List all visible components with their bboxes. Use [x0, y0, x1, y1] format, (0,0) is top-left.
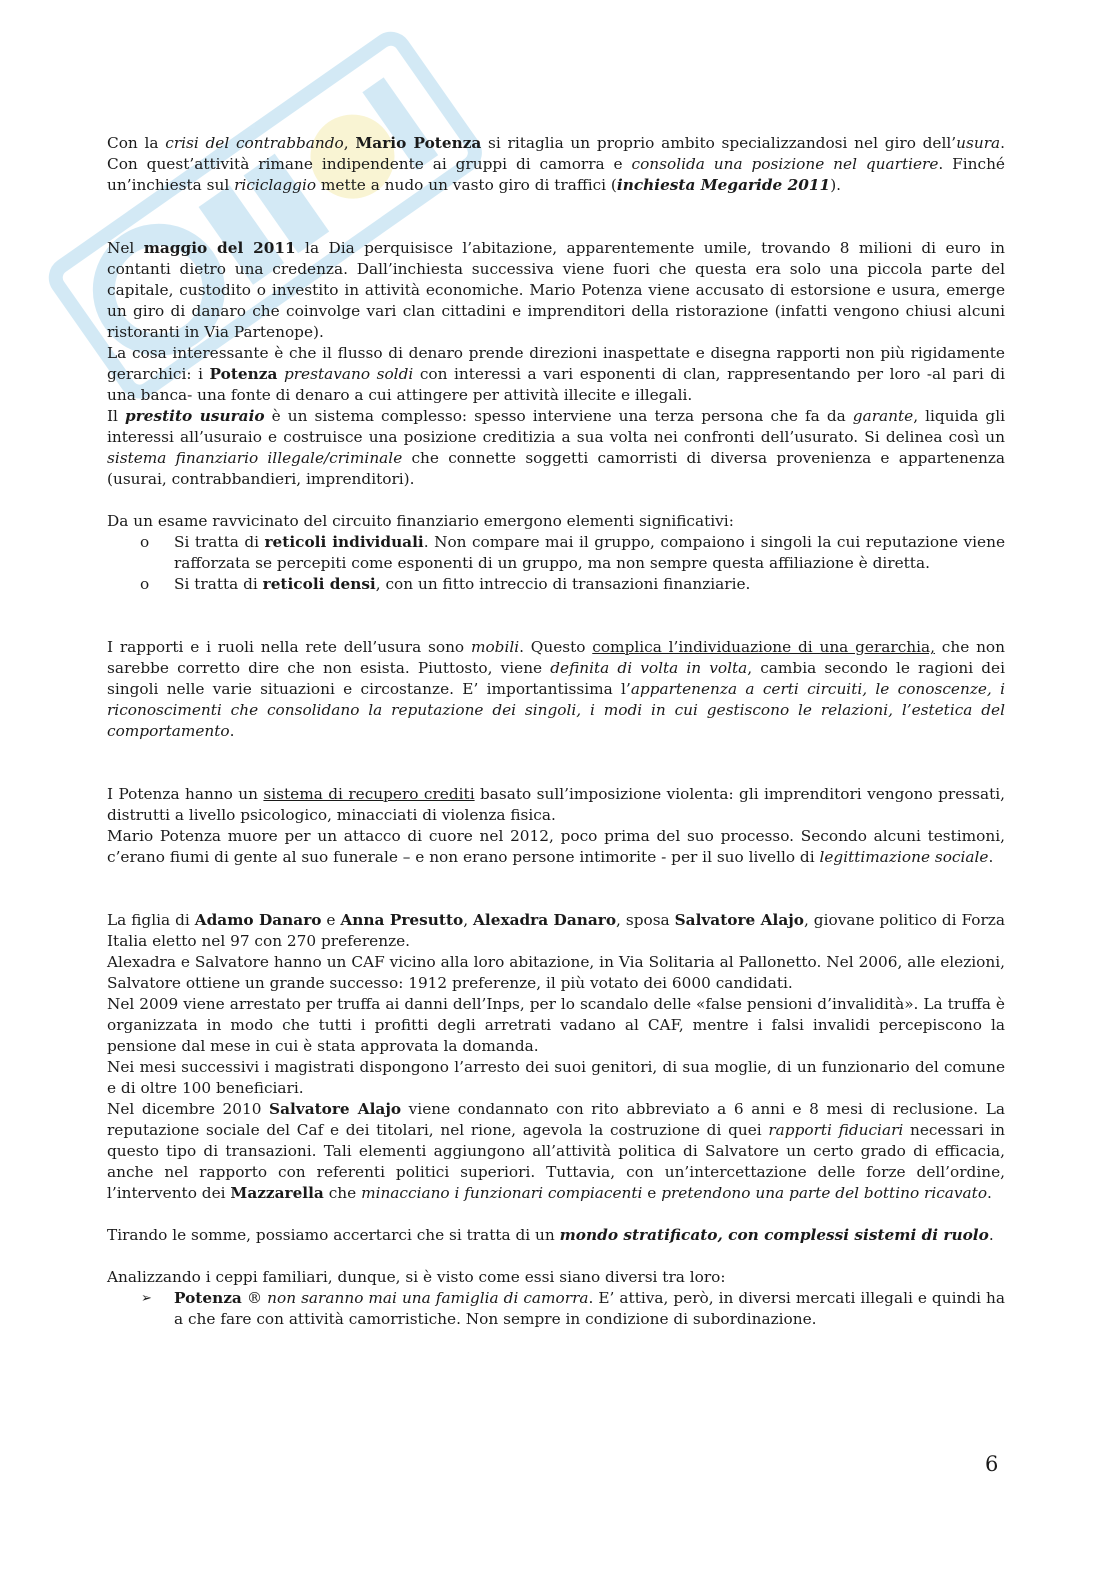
- paragraph-15: Analizzando i ceppi familiari, dunque, si è visto come essi siano diversi tra loro:: [107, 1268, 726, 1286]
- list-item: o Si tratta di reticoli densi, con un fitto intreccio di transazioni finanziarie.: [140, 575, 751, 593]
- paragraph-2: Nel maggio del 2011 la Dia perquisisce l’abitazione, apparentemente umile, trovando 8 milioni di euro in contanti dietro una credenza. Dall’inchiesta successiva viene fuori che questa era solo una piccola parte del capitale, custodito o investito in attività economiche. Mario Potenza viene accusato di estorsione e usura, emerge un giro di danaro che coinvolge vari clan cittadini e imprenditori della ristorazione (infatti vengono chiusi alcuni ristoranti in Via Partenope).: [107, 239, 1005, 341]
- paragraph-11: Nel 2009 viene arrestato per truffa ai danni dell’Inps, per lo scandalo delle «false pensioni d’invalidità». La truffa è organizzata in modo che tutti i profitti degli arretrati vadano al CAF, mentre i falsi invalidi percepiscono la pensione dal mese in cui è stata approvata la domanda.: [107, 995, 1005, 1055]
- paragraph-1: Con la crisi del contrabbando, Mario Potenza si ritaglia un proprio ambito specializzandosi nel giro dell’usura. Con quest’attività rimane indipendente ai gruppi di camorra e consolida una posizione nel quartiere. Finché un’inchiesta sul riciclaggio mette a nudo un vasto giro di traffici (inchiesta Megaride 2011).: [107, 134, 1006, 194]
- bullet-list-reticoli: [107, 532, 1005, 595]
- list-item: ➢ Potenza ® non saranno mai una famiglia di camorra. E’ attiva, però, in diversi mercati illegali e quindi ha a che fare con attività camorristiche. Non sempre in condizione di subordinazione.: [141, 1289, 1005, 1328]
- paragraph-6: I rapporti e i ruoli nella rete dell’usura sono mobili. Questo complica l’individuazione di una gerarchia, che non sarebbe corretto dire che non esista. Piuttosto, viene definita di volta in volta, cambia secondo le ragioni dei singoli nelle varie situazioni e circostanze. E’ importantissima l’appartenenza a certi circuiti, le conoscenze, i riconoscimenti che consolidano la reputazione dei singoli, i modi in cui gestiscono le relazioni, l’estetica del comportamento.: [107, 638, 1005, 740]
- circle-bullet-icon: o: [140, 575, 150, 593]
- list-item: o Si tratta di reticoli individuali. Non compare mai il gruppo, compaiono i singoli la cui reputazione viene rafforzata se percepiti come esponenti di un gruppo, ma non sempre questa affiliazione è diretta.: [140, 533, 1006, 572]
- paragraph-12: Nei mesi successivi i magistrati dispongono l’arresto dei suoi genitori, di sua moglie, di un funzionario del comune e di oltre 100 beneficiari.: [107, 1058, 1005, 1097]
- paragraph-10: Alexadra e Salvatore hanno un CAF vicino alla loro abitazione, in Via Solitaria al Pallonetto. Nel 2006, alle elezioni, Salvatore ottiene un grande successo: 1912 preferenze, il più votato dei 6000 candidati.: [107, 953, 1005, 992]
- circle-bullet-icon: o: [140, 533, 150, 551]
- bullet-list-famiglie: [107, 1288, 1005, 1330]
- paragraph-14: Tirando le somme, possiamo accertarci che si tratta di un mondo stratificato, con complessi sistemi di ruolo.: [107, 1226, 994, 1244]
- page-number: 6: [985, 1452, 999, 1476]
- paragraph-3: La cosa interessante è che il flusso di denaro prende direzioni inaspettate e disegna rapporti non più rigidamente gerarchici: i Potenza prestavano soldi con interessi a vari esponenti di clan, rappresentando per loro -al pari di una banca- una fonte di denaro a cui attingere per attività illecite e illegali.: [107, 344, 1005, 404]
- paragraph-9: La figlia di Adamo Danaro e Anna Presutto, Alexadra Danaro, sposa Salvatore Alajo, giovane politico di Forza Italia eletto nel 97 con 270 preferenze.: [107, 911, 1005, 950]
- arrow-bullet-icon: ➢: [141, 1291, 152, 1306]
- paragraph-4: Il prestito usuraio è un sistema complesso: spesso interviene una terza persona che fa da garante, liquida gli interessi all’usuraio e costruisce una posizione creditizia a sua volta nei confronti dell’usurato. Si delinea così un sistema finanziario illegale/criminale che connette soggetti camorristi di diversa provenienza e appartenenza (usurai, contrabbandieri, imprenditori).: [107, 407, 1005, 488]
- paragraph-5: Da un esame ravvicinato del circuito finanziario emergono elementi significativi:: [107, 512, 734, 530]
- document-body: [107, 133, 1005, 1330]
- paragraph-13: Nel dicembre 2010 Salvatore Alajo viene condannato con rito abbreviato a 6 anni e 8 mesi di reclusione. La reputazione sociale del Caf e dei titolari, nel rione, agevola la costruzione di quei rapporti fiduciari necessari in questo tipo di transazioni. Tali elementi aggiungono all’attività politica di Salvatore un certo grado di efficacia, anche nel rapporto con referenti politici superiori. Tuttavia, con un’intercettazione delle forze dell’ordine, l’intervento dei Mazzarella che minacciano i funzionari compiacenti e pretendono una parte del bottino ricavato.: [107, 1100, 1005, 1202]
- paragraph-8: Mario Potenza muore per un attacco di cuore nel 2012, poco prima del suo processo. Secondo alcuni testimoni, c’erano fiumi di gente al suo funerale – e non erano persone intimorite - per il suo livello di legittimazione sociale.: [107, 827, 1005, 866]
- paragraph-7: I Potenza hanno un sistema di recupero crediti basato sull’imposizione violenta: gli imprenditori vengono pressati, distrutti a livello psicologico, minacciati di violenza fisica.: [107, 785, 1005, 824]
